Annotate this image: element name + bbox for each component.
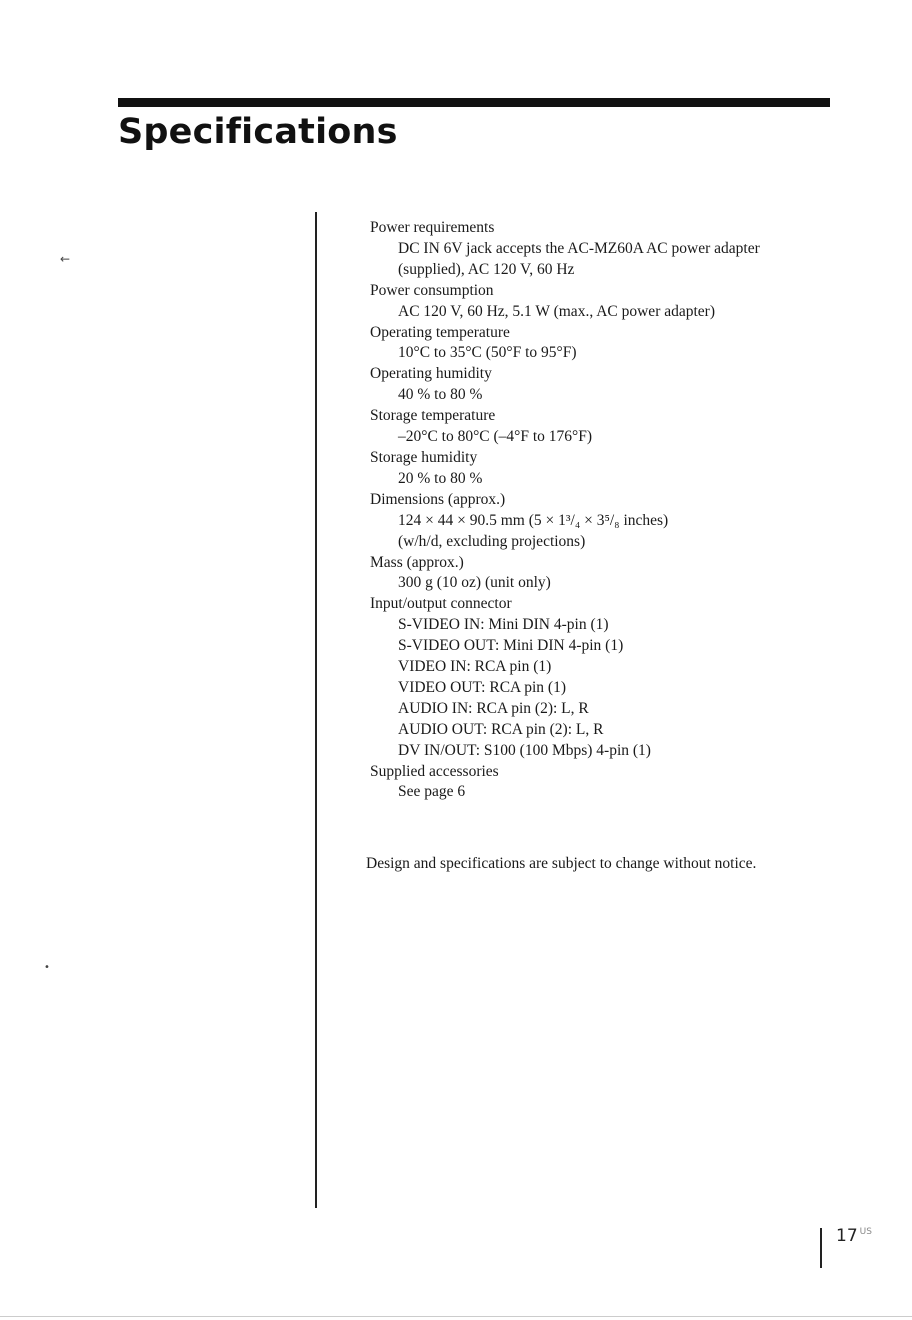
header-rule — [118, 98, 830, 107]
spec-label: Dimensions (approx.) — [370, 490, 506, 508]
spec-value: AUDIO OUT: RCA pin (2): L, R — [398, 720, 604, 738]
spec-label: Power consumption — [370, 281, 494, 299]
page-number-rule — [820, 1228, 822, 1268]
spec-value: (w/h/d, excluding projections) — [398, 532, 586, 550]
spec-label: Storage humidity — [370, 448, 478, 466]
notice-text: Design and specifications are subject to change without notice. — [366, 855, 757, 872]
page-title: Specifications — [118, 112, 398, 152]
spec-item — [370, 406, 870, 448]
page-number-value: 17 — [836, 1226, 858, 1246]
spec-item — [370, 490, 870, 553]
spec-value: –20°C to 80°C (–4°F to 176°F) — [398, 428, 593, 446]
page-number — [836, 1226, 872, 1246]
spec-value: AC 120 V, 60 Hz, 5.1 W (max., AC power adapter) — [398, 302, 715, 320]
spec-item — [370, 364, 870, 406]
margin-rule — [315, 212, 317, 1208]
spec-label: Power requirements — [370, 219, 495, 236]
spec-label: Operating temperature — [370, 323, 510, 341]
specifications-list — [370, 218, 870, 803]
page-number-suffix: US — [859, 1227, 872, 1238]
spec-item — [370, 218, 870, 281]
spec-value: S-VIDEO IN: Mini DIN 4-pin (1) — [398, 616, 609, 634]
spec-item — [370, 323, 870, 365]
spec-value: VIDEO OUT: RCA pin (1) — [398, 678, 566, 696]
spec-label: Mass (approx.) — [370, 553, 464, 571]
spec-value: DV IN/OUT: S100 (100 Mbps) 4-pin (1) — [398, 741, 651, 759]
spec-item — [370, 281, 870, 323]
spec-item — [370, 553, 870, 595]
spec-item — [370, 594, 870, 761]
page-edge — [0, 1316, 912, 1317]
spec-label: Input/output connector — [370, 595, 512, 613]
scan-artifact: • — [44, 962, 50, 973]
spec-value: 300 g (10 oz) (unit only) — [398, 574, 551, 592]
spec-label: Storage temperature — [370, 407, 496, 425]
spec-value: 124 × 44 × 90.5 mm (5 × 1³/₄ × 3⁵/₈ inches) — [398, 511, 669, 529]
spec-label: Operating humidity — [370, 365, 492, 383]
spec-item — [370, 762, 870, 804]
spec-value: 40 % to 80 % — [398, 386, 483, 404]
spec-item — [370, 448, 870, 490]
spec-value: 20 % to 80 % — [398, 469, 483, 487]
scan-artifact: ← — [60, 252, 71, 266]
spec-label: Supplied accessories — [370, 762, 499, 780]
spec-value: (supplied), AC 120 V, 60 Hz — [398, 260, 575, 278]
spec-value: DC IN 6V jack accepts the AC-MZ60A AC power adapter — [398, 239, 760, 257]
spec-value: See page 6 — [398, 783, 466, 801]
spec-value: VIDEO IN: RCA pin (1) — [398, 658, 552, 676]
spec-value: AUDIO IN: RCA pin (2): L, R — [398, 699, 589, 717]
spec-value: S-VIDEO OUT: Mini DIN 4-pin (1) — [398, 637, 624, 655]
spec-value: 10°C to 35°C (50°F to 95°F) — [398, 344, 577, 362]
